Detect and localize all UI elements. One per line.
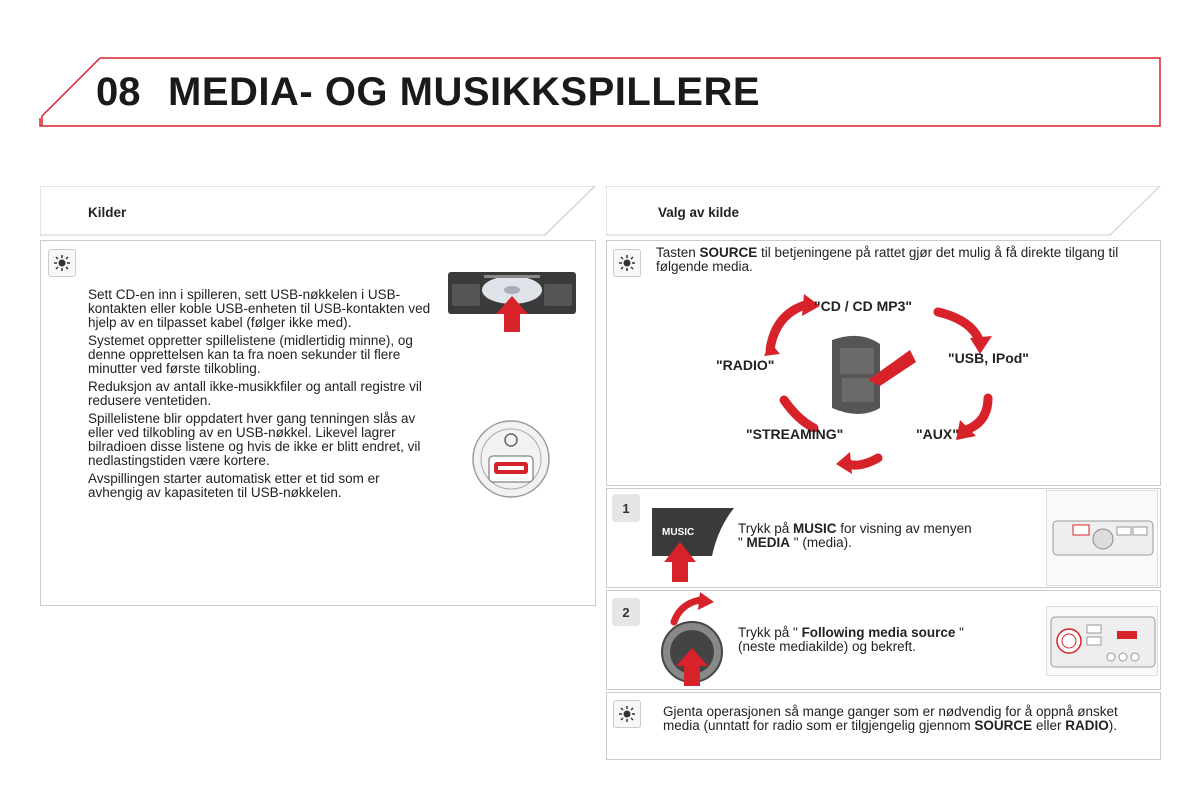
source-label-streaming: "STREAMING" — [746, 426, 844, 442]
tip-icon-box — [613, 700, 641, 728]
light-bulb-icon — [618, 705, 636, 723]
step-2-number: 2 — [612, 598, 640, 626]
radio-panel-drawing — [1047, 491, 1159, 587]
paragraph: Avspillingen starter automatisk etter et tid som er avhengig av kapasiteten til USB-nøkkelen. — [88, 471, 380, 500]
left-body-text — [88, 288, 433, 504]
step-1-text: Trykk på MUSIC for visning av menyen " MEDIA " (media). — [738, 521, 972, 550]
chapter-title: MEDIA- OG MUSIKKSPILLERE — [168, 70, 761, 114]
control-panel-drawing — [1047, 607, 1159, 677]
left-section-title: Kilder — [88, 205, 127, 220]
rotary-knob-illustration — [660, 592, 730, 688]
chapter-number: 08 — [96, 70, 141, 114]
light-bulb-icon — [618, 254, 636, 272]
step-1-number: 1 — [612, 494, 640, 522]
paragraph: Sett CD-en inn i spilleren, sett USB-nøkkelen i USB-kontakten eller koble USB-enheten til USB-kontakten ved hjelp av en tilpasset kabel (følger ikke med). — [88, 287, 431, 330]
paragraph: Systemet oppretter spillelistene (midlertidig minne), og denne opprettelsen kan ta fra noen sekunder til flere minutter ved første tilkobling. — [88, 333, 413, 376]
source-label-cd: "CD / CD MP3" — [814, 298, 913, 314]
source-cycle-diagram — [740, 290, 1020, 480]
tip-icon-box — [613, 249, 641, 277]
right-section-title: Valg av kilde — [658, 205, 740, 220]
control-panel-thumbnail — [1046, 606, 1158, 676]
tip-icon-box — [48, 249, 76, 277]
source-label-usb: "USB, IPod" — [948, 350, 1029, 366]
music-button-label: MUSIC — [662, 527, 695, 538]
cd-player-illustration — [448, 270, 576, 332]
step-2-text: Trykk på " Following media source " (neste mediakilde) og bekreft. — [738, 625, 964, 654]
source-label-aux: "AUX" — [916, 426, 959, 442]
music-button-illustration — [652, 506, 734, 582]
source-intro-text: Tasten SOURCE til betjeningene på rattet gjør det mulig å få direkte tilgang til følgende media. — [656, 245, 1119, 274]
light-bulb-icon — [53, 254, 71, 272]
radio-panel-thumbnail — [1046, 490, 1158, 586]
repeat-tip-text: Gjenta operasjonen så mange ganger som er nødvendig for å oppnå ønsket media (unntatt for radio som er tilgjengelig gjennom SOURCE eller RADIO). — [663, 704, 1118, 733]
paragraph: Spillelistene blir oppdatert hver gang tenningen slås av eller ved tilkobling av en USB-nøkkel. Likevel lagrer bilradioen disse listene og hvis de ikke er blitt endret, vil nedlastingstiden være kortere. — [88, 411, 421, 468]
paragraph: Reduksjon av antall ikke-musikkfiler og antall registre vil redusere ventetiden. — [88, 379, 422, 408]
usb-port-illustration — [470, 418, 552, 500]
source-label-radio: "RADIO" — [716, 357, 775, 373]
